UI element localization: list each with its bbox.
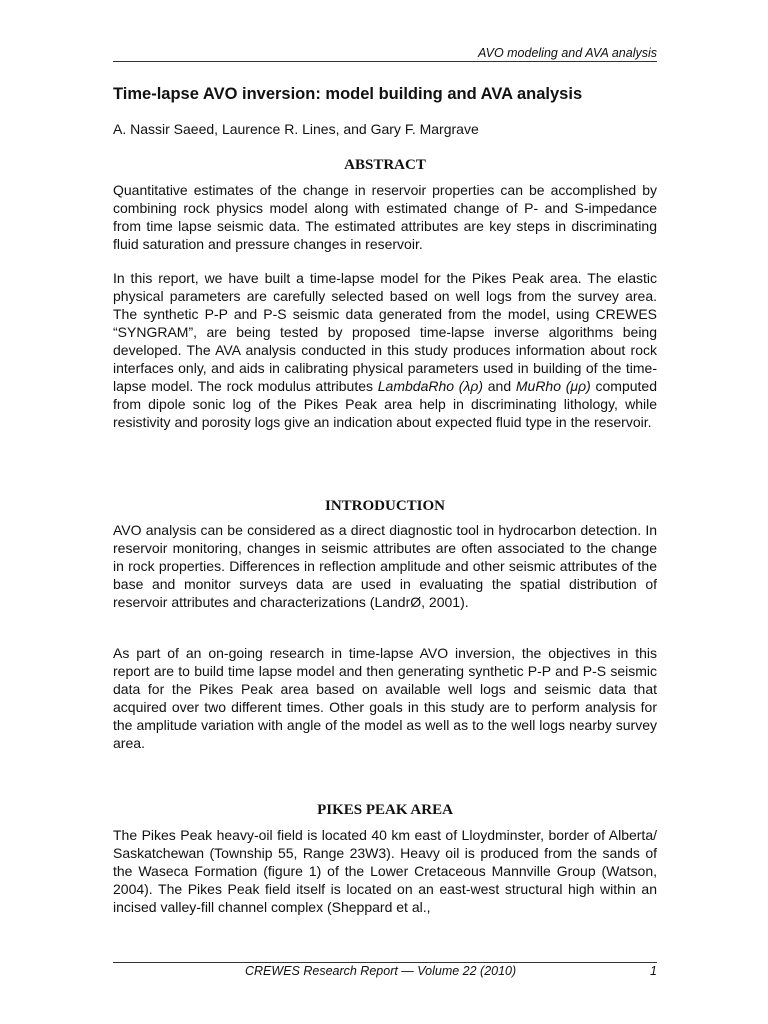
authors: A. Nassir Saeed, Laurence R. Lines, and Gary F. Margrave	[113, 121, 479, 137]
introduction-heading: INTRODUCTION	[324, 498, 445, 514]
abstract-heading: ABSTRACT	[344, 157, 426, 173]
abstract-paragraph-2-text-b: and	[483, 378, 516, 394]
introduction-paragraph-1: AVO analysis can be considered as a direct diagnostic tool in hydrocarbon detection. In reservoir monitoring, changes in seismic attributes are often associated to the change in rock properties. Differences in reflection amplitude and other seismic attributes of the base and monitor surveys data are used in evaluating the spatial distribution of reservoir attributes and characterizations (LandrØ, 2001).	[113, 522, 657, 610]
pikes-peak-paragraph-1: The Pikes Peak heavy-oil field is located 40 km east of Lloydminster, border of Alberta/ Saskatchewan (Township 55, Range 23W3). Heavy oil is produced from the sands of the Waseca Formation (figure 1) of the Lower Cretaceous Mannville Group (Watson, 2004). The Pikes Peak field itself is located on an east-west structural high within an incised valley-fill channel complex (Sheppard et al.,	[113, 827, 657, 915]
lambdarho-term: LambdaRho (λρ)	[377, 378, 484, 394]
running-head: AVO modeling and AVA analysis	[477, 46, 657, 60]
footer-text: CREWES Research Report — Volume 22 (2010)	[245, 964, 517, 978]
abstract-paragraph-1: Quantitative estimates of the change in reservoir properties can be accomplished by combining rock physics model along with estimated change of P- and S-impedance from time lapse seismic data. The estimated attributes are key steps in discriminating fluid saturation and pressure changes in reservoir.	[113, 182, 657, 252]
paper-title: Time-lapse AVO inversion: model building and AVA analysis	[113, 85, 583, 103]
abstract-paragraph-2	[113, 269, 657, 431]
pikes-peak-heading: PIKES PEAK AREA	[317, 802, 453, 818]
page-number: 1	[650, 964, 657, 978]
abstract-paragraph-2-text-a: In this report, we have built a time-lapse model for the Pikes Peak area. The elastic physical parameters are carefully selected based on well logs from the survey area. The synthetic P-P and P-S seismic data generated from the model, using CREWES “SYNGRAM”, are being tested by proposed time-lapse inverse algorithms being developed. The AVA analysis conducted in this study produces information about rock interfaces only, and aids in calibrating physical parameters used in building of the time-lapse model. The rock modulus attributes	[113, 270, 657, 394]
footer-rule	[113, 962, 657, 963]
abstract-paragraph-2-text-c: computed from dipole sonic log of the Pikes Peak area help in discriminating lithology, while resistivity and porosity logs give an indication about expected fluid type in the reservoir.	[113, 378, 657, 430]
murho-term: MuRho (μρ)	[515, 378, 591, 394]
header-rule	[113, 61, 657, 62]
introduction-paragraph-2: As part of an on-going research in time-lapse AVO inversion, the objectives in this report are to build time lapse model and then generating synthetic P-P and P-S seismic data for the Pikes Peak area based on available well logs and seismic data that acquired over two different times. Other goals in this study are to perform analysis for the amplitude variation with angle of the model as well as to the well logs nearby survey area.	[113, 645, 657, 751]
